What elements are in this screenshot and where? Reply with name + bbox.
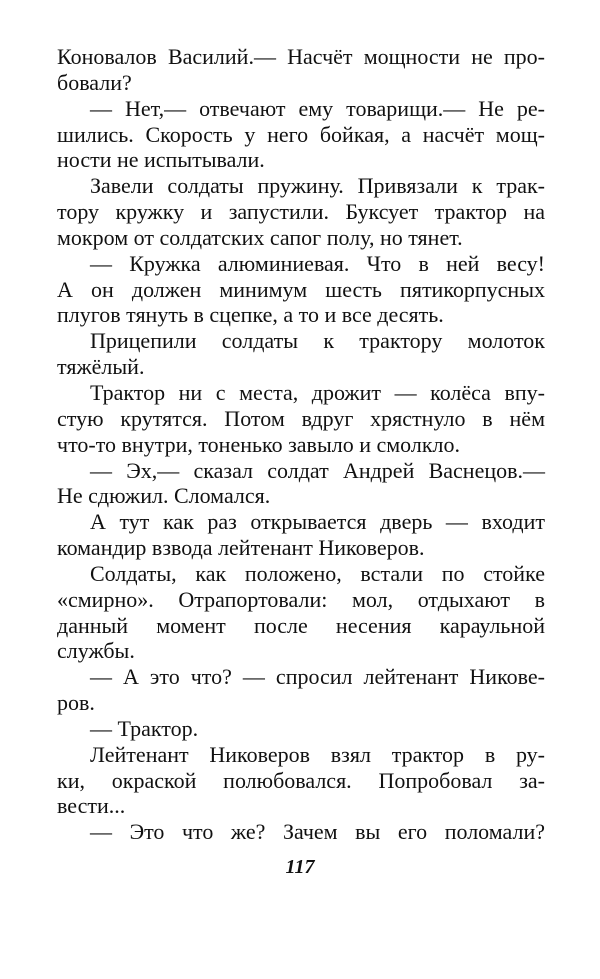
page-text-block <box>57 44 545 845</box>
text-line: командир взвода лейтенант Никоверов. <box>57 535 425 561</box>
text-line: данный момент после несения караульной <box>57 612 545 638</box>
text-line: — Эх,— сказал солдат Андрей Васнецов.— <box>90 457 545 483</box>
text-line: Не сдюжил. Сломался. <box>57 483 271 509</box>
text-line: вести... <box>57 793 126 819</box>
text-line: стую крутятся. Потом вдруг хрястнуло в нём <box>57 405 545 431</box>
text-line: что-то внутри, тоненько завыло и смолкло. <box>57 431 461 457</box>
text-line: ки, окраской полюбовался. Попробовал за- <box>57 767 545 793</box>
text-line: А он должен минимум шесть пятикорпусных <box>57 276 545 302</box>
text-line: бовали? <box>57 69 132 95</box>
text-line: — А это что? — спросил лейтенант Никове- <box>90 664 545 690</box>
text-line: Солдаты, как положено, встали по стойке <box>90 560 545 586</box>
text-line: тору кружку и запустили. Буксует трактор на <box>57 199 545 225</box>
text-line: — Трактор. <box>90 715 199 741</box>
text-line: Прицепили солдаты к трактору молоток <box>90 328 545 354</box>
text-line: — Это что же? Зачем вы его поломали? <box>90 819 545 845</box>
text-line: — Нет,— отвечают ему товарищи.— Не ре- <box>90 95 545 121</box>
text-line: мокром от солдатских сапог полу, но тянет. <box>57 224 463 250</box>
page-number: 117 <box>285 856 315 878</box>
text-line: Лейтенант Никоверов взял трактор в ру- <box>90 741 545 767</box>
text-line: ности не испытывали. <box>57 147 265 173</box>
text-line: службы. <box>57 638 135 664</box>
text-line: ров. <box>57 690 95 716</box>
text-line: Коновалов Василий.— Насчёт мощности не про- <box>57 44 545 69</box>
text-line: тяжёлый. <box>57 354 145 380</box>
text-line: Завели солдаты пружину. Привязали к трак- <box>90 173 545 199</box>
text-line: «смирно». Отрапортовали: мол, отдыхают в <box>57 586 545 612</box>
text-line: плугов тянуть в сцепке, а то и все десять. <box>57 302 444 328</box>
text-line: Трактор ни с места, дрожит — колёса впу- <box>90 379 545 405</box>
text-line: шились. Скорость у него бойкая, а насчёт мощ- <box>57 121 545 147</box>
text-line: — Кружка алюминиевая. Что в ней весу! <box>90 250 545 276</box>
text-line: А тут как раз открывается дверь — входит <box>90 509 545 535</box>
